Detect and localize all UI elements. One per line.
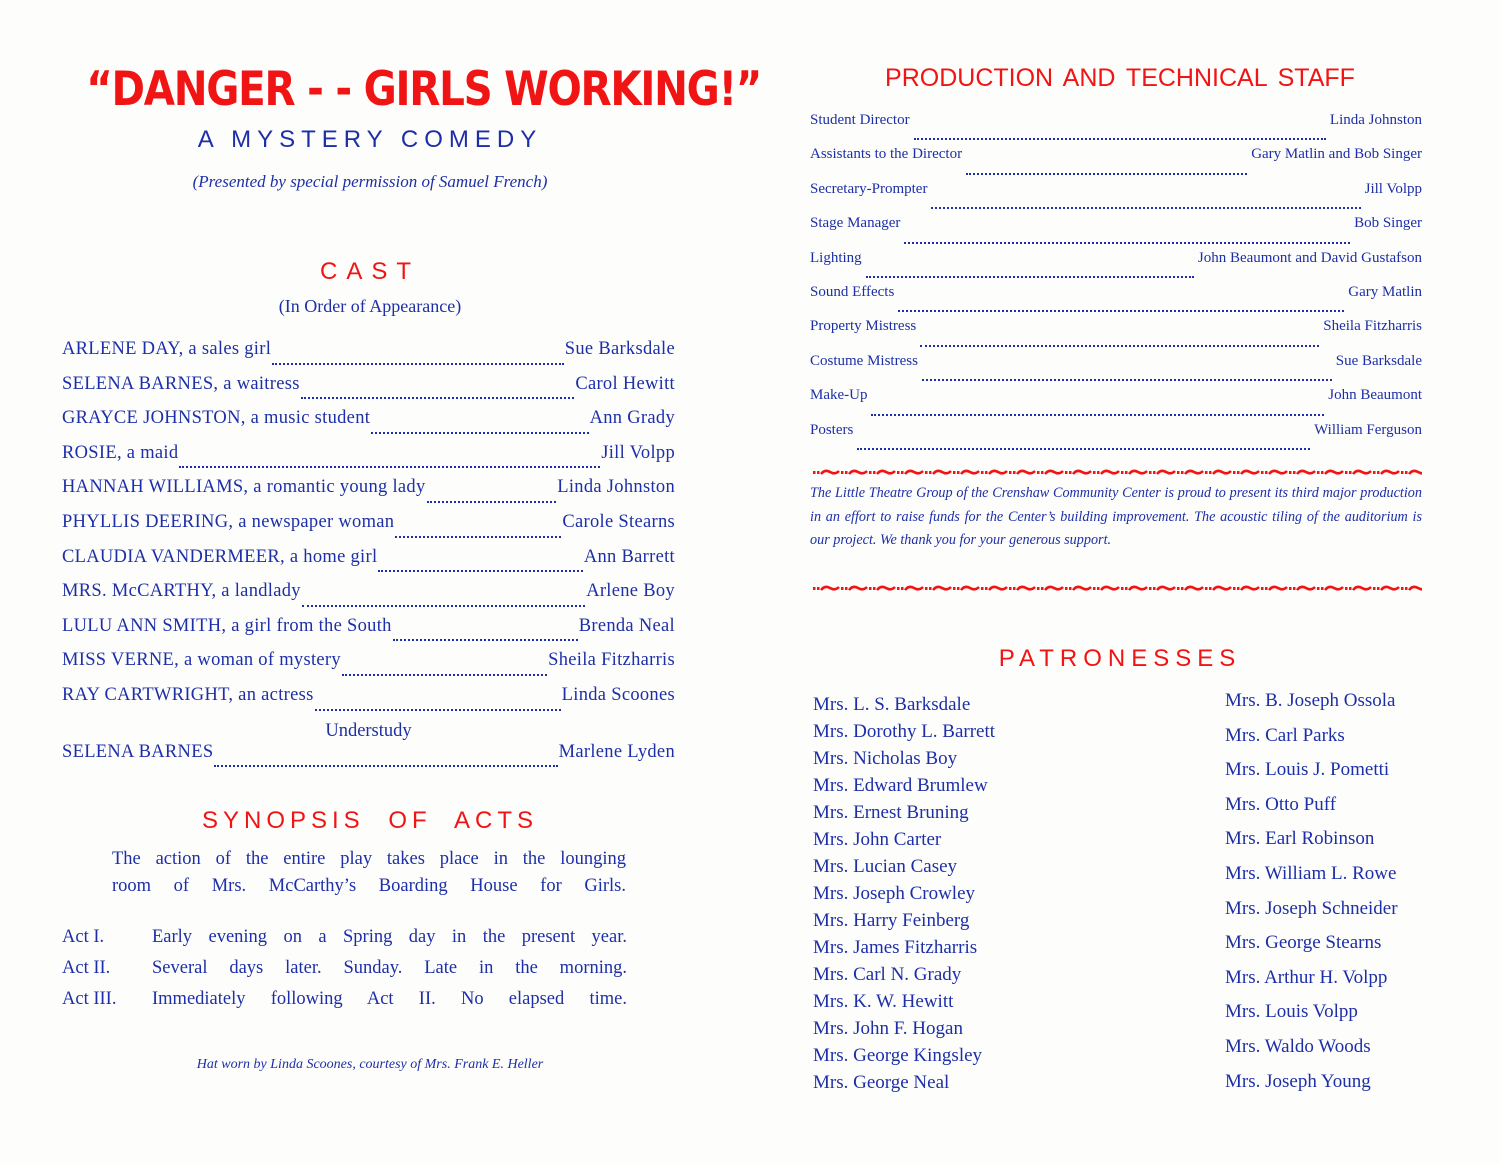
patroness: Mrs. Waldo Woods xyxy=(1225,1035,1371,1057)
patronesses-heading: PATRONESSES xyxy=(998,645,1242,672)
cast-role: HANNAH WILLIAMS, a romantic young lady xyxy=(62,477,426,498)
act-number: Act I. xyxy=(62,927,105,947)
wavy-line-ornament xyxy=(812,584,1422,592)
patroness: Mrs. Harry Feinberg xyxy=(813,910,970,931)
cast-role: RAY CARTWRIGHT, an actress xyxy=(62,684,314,705)
staff-name: Jill Volpp xyxy=(1364,180,1422,197)
staff-role: Secretary-Prompter xyxy=(810,180,928,197)
act-number: Act II. xyxy=(62,958,111,978)
dot-leader xyxy=(427,501,557,503)
staff-role: Lighting xyxy=(810,249,862,266)
staff-name: William Ferguson xyxy=(1314,421,1422,438)
dot-leader xyxy=(395,536,561,538)
synopsis-heading: SYNOPSIS OF ACTS xyxy=(201,807,539,834)
cast-actor: Arlene Boy xyxy=(586,581,675,602)
dot-leader xyxy=(922,379,1332,381)
staff-role: Costume Mistress xyxy=(810,352,918,369)
staff-name: Gary Matlin and Bob Singer xyxy=(1251,146,1422,163)
dot-leader xyxy=(898,310,1344,312)
dot-leader xyxy=(371,432,588,434)
patroness: Mrs. Dorothy L. Barrett xyxy=(813,721,996,742)
cast-actor: Jill Volpp xyxy=(601,442,675,463)
staff-list xyxy=(810,112,1422,456)
patroness: Mrs. Otto Puff xyxy=(1225,793,1337,815)
dot-leader xyxy=(315,709,561,711)
cast-row xyxy=(62,443,675,478)
patroness: Mrs. Edward Brumlew xyxy=(813,775,988,796)
act-row xyxy=(62,958,627,989)
staff-role: Sound Effects xyxy=(810,283,895,300)
synopsis-line: The action of the entire play takes place in the lounging xyxy=(112,849,626,869)
act-description: Early evening on a Spring day in the present year. xyxy=(152,927,627,947)
cast-role: MRS. McCARTHY, a landlady xyxy=(62,581,301,602)
patroness: Mrs. Lucian Casey xyxy=(813,856,958,877)
dot-leader xyxy=(378,570,582,572)
patroness: Mrs. George Neal xyxy=(813,1072,950,1093)
patroness: Mrs. Joseph Crowley xyxy=(813,883,976,904)
cast-actor: Ann Barrett xyxy=(583,546,675,567)
cast-row xyxy=(62,374,675,409)
dot-leader xyxy=(272,363,564,365)
staff-row xyxy=(810,215,1422,249)
hat-credit-note: Hat worn by Linda Scoones, courtesy of Mrs. Frank E. Heller xyxy=(196,1057,544,1072)
cast-heading: CAST xyxy=(319,258,420,285)
staff-row xyxy=(810,146,1422,180)
patroness: Mrs. Nicholas Boy xyxy=(813,748,958,769)
patroness: Mrs. Earl Robinson xyxy=(1225,828,1375,850)
cast-role: SELENA BARNES, a waitress xyxy=(62,373,300,394)
patroness: Mrs. John Carter xyxy=(813,829,942,850)
patroness: Mrs. Louis J. Pometti xyxy=(1225,759,1390,781)
wavy-divider-top xyxy=(812,468,1422,476)
patroness: Mrs. Joseph Young xyxy=(1225,1070,1371,1092)
right-page xyxy=(760,0,1500,1163)
patronesses-column-2 xyxy=(1225,690,1398,1105)
synopsis-line: room of Mrs. McCarthy’s Boarding House for Girls. xyxy=(112,876,626,896)
staff-row xyxy=(810,318,1422,352)
cast-role: SELENA BARNES xyxy=(62,741,214,762)
staff-row xyxy=(810,284,1422,318)
dot-leader xyxy=(857,448,1310,450)
patroness: Mrs. James Fitzharris xyxy=(813,937,978,958)
staff-name: Bob Singer xyxy=(1354,215,1422,232)
staff-role: Property Mistress xyxy=(810,318,917,335)
staff-row xyxy=(810,353,1422,387)
cast-role: GRAYCE JOHNSTON, a music student xyxy=(62,408,371,429)
cast-actor: Sheila Fitzharris xyxy=(548,650,675,671)
cast-role: CLAUDIA VANDERMEER, a home girl xyxy=(62,546,378,567)
staff-role: Assistants to the Director xyxy=(810,146,963,163)
dot-leader xyxy=(214,765,557,767)
cast-actor: Carol Hewitt xyxy=(575,373,675,394)
patroness: Mrs. George Stearns xyxy=(1225,932,1382,954)
act-number: Act III. xyxy=(62,989,117,1009)
patroness: Mrs. Carl N. Grady xyxy=(813,964,962,985)
staff-role: Student Director xyxy=(810,112,910,128)
staff-row xyxy=(810,181,1422,215)
staff-heading: PRODUCTION AND TECHNICAL STAFF xyxy=(885,64,1355,92)
staff-row xyxy=(810,112,1422,146)
dot-leader xyxy=(920,345,1319,347)
cast-role: ROSIE, a maid xyxy=(62,442,179,463)
cast-row xyxy=(62,581,675,616)
cast-role: LULU ANN SMITH, a girl from the South xyxy=(62,615,392,636)
staff-name: Sue Barksdale xyxy=(1335,352,1422,369)
act-description: Several days later. Sunday. Late in the morning. xyxy=(152,958,627,978)
dot-leader xyxy=(342,674,547,676)
staff-name: Sheila Fitzharris xyxy=(1323,318,1422,335)
cast-role: ARLENE DAY, a sales girl xyxy=(62,339,272,359)
staff-name: John Beaumont xyxy=(1328,387,1422,404)
patroness: Mrs. Carl Parks xyxy=(1225,724,1345,746)
patroness: Mrs. John F. Hogan xyxy=(813,1018,963,1039)
dot-leader xyxy=(904,242,1350,244)
dot-leader xyxy=(931,207,1360,209)
synopsis-setting xyxy=(112,846,626,900)
patroness: Mrs. K. W. Hewitt xyxy=(813,991,954,1012)
dot-leader xyxy=(301,397,575,399)
cast-row xyxy=(62,477,675,512)
patroness: Mrs. B. Joseph Ossola xyxy=(1225,690,1396,711)
play-title: “DANGER - - GIRLS WORKING!” xyxy=(86,62,761,117)
staff-name: Gary Matlin xyxy=(1348,283,1422,300)
patroness: Mrs. William L. Rowe xyxy=(1225,862,1397,884)
staff-row xyxy=(810,422,1422,456)
staff-name: John Beaumont and David Gustafson xyxy=(1197,249,1422,266)
patroness: Mrs. Ernest Bruning xyxy=(813,802,969,823)
permission-note: (Presented by special permission of Samuel French) xyxy=(192,172,548,191)
act-row xyxy=(62,927,627,958)
dot-leader xyxy=(393,639,578,641)
cast-actor: Marlene Lyden xyxy=(558,741,675,762)
wavy-line-ornament xyxy=(812,468,1422,476)
patroness: Mrs. George Kingsley xyxy=(813,1045,983,1066)
cast-actor: Sue Barksdale xyxy=(564,339,675,359)
understudy-label: Understudy xyxy=(325,720,412,741)
cast-actor: Carole Stearns xyxy=(562,511,675,532)
dot-leader xyxy=(871,414,1324,416)
cast-row xyxy=(62,685,675,720)
cast-actor: Linda Scoones xyxy=(561,684,675,705)
patroness: Mrs. Joseph Schneider xyxy=(1225,897,1398,919)
patroness: Mrs. Arthur H. Volpp xyxy=(1225,966,1388,988)
staff-row xyxy=(810,387,1422,421)
patroness: Mrs. L. S. Barksdale xyxy=(813,694,971,715)
cast-actor: Brenda Neal xyxy=(578,615,675,636)
cast-actor: Ann Grady xyxy=(589,408,675,429)
dot-leader xyxy=(179,466,600,468)
cast-row xyxy=(62,339,675,374)
staff-role: Stage Manager xyxy=(810,215,901,232)
understudy-row xyxy=(62,742,675,777)
staff-row xyxy=(810,250,1422,284)
cast-row xyxy=(62,512,675,547)
staff-name: Linda Johnston xyxy=(1329,112,1422,128)
act-row xyxy=(62,989,627,1020)
theatre-group-blurb: The Little Theatre Group of the Crenshaw Community Center is proud to present its third major production in an effort to raise funds for the Center’s building improvement. The acoustic tiling of the auditorium is our project. We thank you for your generous support. xyxy=(810,485,1422,548)
wavy-divider-bottom xyxy=(812,584,1422,592)
cast-role: PHYLLIS DEERING, a newspaper woman xyxy=(62,511,395,532)
patroness: Mrs. Louis Volpp xyxy=(1225,1001,1358,1023)
dot-leader xyxy=(914,138,1326,140)
cast-row xyxy=(62,650,675,685)
cast-row xyxy=(62,616,675,651)
dot-leader xyxy=(966,173,1247,175)
dot-leader xyxy=(866,276,1194,278)
staff-role: Posters xyxy=(810,421,854,438)
patronesses-column-1 xyxy=(813,694,995,1099)
cast-subheading: (In Order of Appearance) xyxy=(278,296,462,316)
cast-list xyxy=(62,339,675,776)
act-description: Immediately following Act II. No elapsed time. xyxy=(152,989,627,1009)
cast-role: MISS VERNE, a woman of mystery xyxy=(62,650,341,671)
acts-list xyxy=(62,927,627,1020)
cast-row xyxy=(62,547,675,582)
staff-role: Make-Up xyxy=(810,387,868,404)
cast-actor: Linda Johnston xyxy=(557,477,675,498)
dot-leader xyxy=(302,605,585,607)
cast-row xyxy=(62,408,675,443)
play-subtitle: A MYSTERY COMEDY xyxy=(197,126,543,153)
